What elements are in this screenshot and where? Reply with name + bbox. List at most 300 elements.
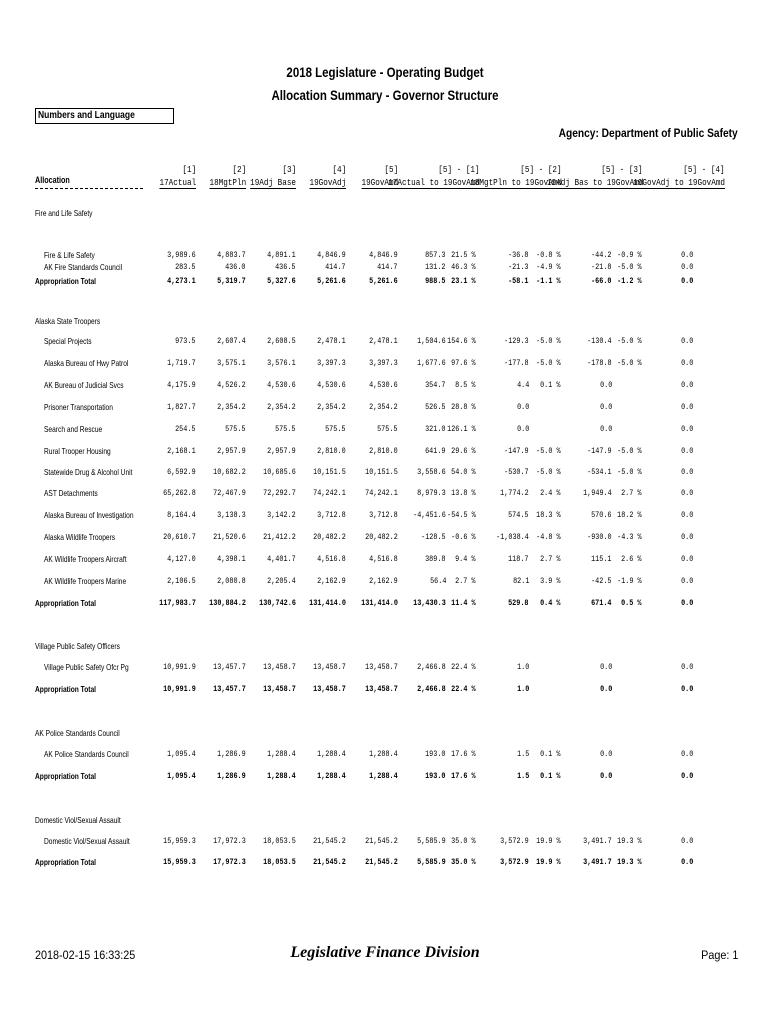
cell-value: 18,053.5 (263, 857, 296, 867)
row-label: AK Wildlife Troopers Aircraft (44, 554, 127, 564)
cell-value: 2,608.5 (267, 336, 296, 346)
cell-value: 526.5 (425, 402, 446, 412)
allocation-row (0, 380, 770, 392)
cell-value: 9.4 % (455, 554, 476, 564)
cell-value: 20,482.2 (365, 532, 398, 542)
allocation-row (0, 554, 770, 566)
cell-value: 72,292.7 (263, 488, 296, 498)
cell-value: -0.6 % (451, 532, 476, 542)
allocation-row (0, 336, 770, 348)
cell-value: 0.0 (680, 446, 693, 456)
cell-value: 3,712.8 (369, 510, 398, 520)
cell-value: 0.0 (680, 532, 693, 542)
cell-value: 21,545.2 (313, 857, 346, 867)
cell-value: 5,327.6 (267, 276, 296, 286)
cell-value: 2,106.5 (167, 576, 196, 586)
row-label: AK Police Standards Council (44, 749, 129, 759)
cell-value: 193.0 (425, 771, 446, 781)
cell-value: -5.0 % (617, 262, 642, 272)
cell-value: 54.0 % (451, 467, 476, 477)
column-name-header: 17Actual to 19GovAmd (388, 178, 480, 188)
cell-value: 973.5 (175, 336, 196, 346)
cell-value: 436.0 (225, 262, 246, 272)
column-number-header: [2] (232, 165, 246, 175)
cell-value: 8,979.3 (417, 488, 446, 498)
cell-value: 3,491.7 (583, 857, 612, 867)
allocation-column-header: Allocation (35, 175, 70, 185)
cell-value: 1,288.4 (267, 749, 296, 759)
row-label: Rural Trooper Housing (44, 446, 111, 456)
cell-value: 1,827.7 (167, 402, 196, 412)
cell-value: 436.5 (275, 262, 296, 272)
cell-value: 3,989.6 (167, 250, 196, 260)
cell-value: 389.8 (425, 554, 446, 564)
cell-value: 0.0 (516, 424, 529, 434)
cell-value: -4,451.6 (413, 510, 446, 520)
cell-value: 17,972.3 (213, 857, 246, 867)
cell-value: 1,288.4 (369, 771, 398, 781)
cell-value: 0.1 % (540, 771, 561, 781)
cell-value: 414.7 (325, 262, 346, 272)
cell-value: 1,719.7 (167, 358, 196, 368)
cell-value: 4.4 (516, 380, 529, 390)
cell-value: 2.7 % (540, 554, 561, 564)
cell-value: 0.0 (680, 250, 693, 260)
cell-value: 20,610.7 (163, 532, 196, 542)
cell-value: 3,138.3 (217, 510, 246, 520)
appropriation-total-row (0, 771, 770, 783)
row-label: Appropriation Total (35, 684, 97, 694)
cell-value: 115.1 (591, 554, 612, 564)
cell-value: 1,774.2 (500, 488, 529, 498)
cell-value: 13,457.7 (213, 684, 246, 694)
cell-value: -178.8 (587, 358, 612, 368)
cell-value: 1,288.4 (317, 771, 346, 781)
cell-value: 21,545.2 (365, 857, 398, 867)
cell-value: 4,530.6 (369, 380, 398, 390)
section-header (0, 208, 770, 220)
cell-value: 10,991.9 (163, 662, 196, 672)
cell-value: 4,846.9 (369, 250, 398, 260)
cell-value: 2,080.8 (217, 576, 246, 586)
column-name-header: 19Adj Base (250, 178, 296, 188)
cell-value: -21.8 (591, 262, 612, 272)
cell-value: 117,983.7 (159, 598, 196, 608)
cell-value: 857.3 (425, 250, 446, 260)
cell-value: 97.6 % (451, 358, 476, 368)
appropriation-total-row (0, 598, 770, 610)
allocation-row (0, 510, 770, 522)
cell-value: 13,458.7 (313, 684, 346, 694)
cell-value: 1,095.4 (167, 749, 196, 759)
row-label: Fire & Life Safety (44, 250, 95, 260)
section-header (0, 815, 770, 827)
cell-value: 1,288.4 (369, 749, 398, 759)
row-label: AK Fire Standards Council (44, 262, 123, 272)
cell-value: 65,262.8 (163, 488, 196, 498)
allocation-row (0, 424, 770, 436)
cell-value: 2,354.2 (217, 402, 246, 412)
cell-value: 2,168.1 (167, 446, 196, 456)
cell-value: -930.0 (587, 532, 612, 542)
row-label: Village Public Safety Ofcr Pg (44, 662, 129, 672)
cell-value: -4.3 % (617, 532, 642, 542)
cell-value: 3,491.7 (583, 836, 612, 846)
cell-value: 2.6 % (621, 554, 642, 564)
cell-value: 4,883.7 (217, 250, 246, 260)
cell-value: -1,038.4 (496, 532, 529, 542)
cell-value: 8,164.4 (167, 510, 196, 520)
cell-value: 4,401.7 (267, 554, 296, 564)
cell-value: 13,458.7 (263, 684, 296, 694)
cell-value: 13,458.7 (365, 684, 398, 694)
cell-value: 21.5 % (451, 250, 476, 260)
cell-value: 1,288.4 (267, 771, 296, 781)
cell-value: 1,286.9 (217, 771, 246, 781)
cell-value: 18.3 % (536, 510, 561, 520)
row-label: Alaska Bureau of Hwy Patrol (44, 358, 129, 368)
cell-value: 3,397.3 (369, 358, 398, 368)
cell-value: 2,810.0 (369, 446, 398, 456)
allocation-row (0, 446, 770, 458)
cell-value: -4.9 % (536, 262, 561, 272)
cell-value: 671.4 (591, 598, 612, 608)
cell-value: -44.2 (591, 250, 612, 260)
cell-value: 23.1 % (451, 276, 476, 286)
cell-value: -5.0 % (617, 336, 642, 346)
report-subtitle: Allocation Summary - Governor Structure (271, 87, 499, 103)
cell-value: 130,884.2 (209, 598, 246, 608)
cell-value: 3,575.1 (217, 358, 246, 368)
cell-value: 254.5 (175, 424, 196, 434)
cell-value: 0.0 (680, 424, 693, 434)
cell-value: 1.0 (516, 662, 529, 672)
cell-value: 3,142.2 (267, 510, 296, 520)
cell-value: 5,261.6 (369, 276, 398, 286)
cell-value: 10,151.5 (365, 467, 398, 477)
column-number-header: [4] (332, 165, 346, 175)
cell-value: -4.8 % (536, 532, 561, 542)
cell-value: 13,458.7 (313, 662, 346, 672)
cell-value: 0.0 (680, 836, 693, 846)
cell-value: 0.0 (599, 662, 612, 672)
cell-value: -36.8 (508, 250, 529, 260)
cell-value: 4,516.8 (317, 554, 346, 564)
cell-value: 0.0 (680, 510, 693, 520)
row-label: AST Detachments (44, 488, 98, 498)
row-label: Appropriation Total (35, 857, 97, 867)
cell-value: -58.1 (508, 276, 529, 286)
cell-value: 22.4 % (451, 662, 476, 672)
cell-value: -66.0 (591, 276, 612, 286)
cell-value: 4,530.6 (267, 380, 296, 390)
cell-value: 414.7 (377, 262, 398, 272)
cell-value: -129.3 (504, 336, 529, 346)
row-label: Appropriation Total (35, 771, 97, 781)
cell-value: 2,162.9 (317, 576, 346, 586)
cell-value: 154.6 % (447, 336, 476, 346)
cell-value: -0.9 % (617, 250, 642, 260)
cell-value: -530.7 (504, 467, 529, 477)
cell-value: 0.0 (599, 380, 612, 390)
cell-value: 4,175.9 (167, 380, 196, 390)
cell-value: 4,891.1 (267, 250, 296, 260)
cell-value: -1.2 % (617, 276, 642, 286)
cell-value: 0.0 (599, 749, 612, 759)
cell-value: 19.9 % (536, 836, 561, 846)
cell-value: 3,397.3 (317, 358, 346, 368)
cell-value: 2.7 % (621, 488, 642, 498)
cell-value: 0.1 % (540, 749, 561, 759)
column-name-header: 19GovAdj (309, 178, 346, 188)
cell-value: 0.0 (680, 262, 693, 272)
cell-value: 131,414.0 (361, 598, 398, 608)
cell-value: -5.0 % (536, 467, 561, 477)
report-title: 2018 Legislature - Operating Budget (286, 64, 484, 80)
cell-value: 0.4 % (540, 598, 561, 608)
cell-value: 2,354.2 (369, 402, 398, 412)
cell-value: 1,504.6 (417, 336, 446, 346)
cell-value: 0.5 % (621, 598, 642, 608)
cell-value: 193.0 (425, 749, 446, 759)
cell-value: 0.0 (680, 857, 693, 867)
column-name-header: 19GovAmd (361, 178, 398, 188)
cell-value: 19.3 % (617, 836, 642, 846)
row-label: Special Projects (44, 336, 92, 346)
cell-value: 6,592.9 (167, 467, 196, 477)
cell-value: 529.8 (508, 598, 529, 608)
cell-value: 0.0 (680, 749, 693, 759)
cell-value: -5.0 % (536, 446, 561, 456)
cell-value: 1,095.4 (167, 771, 196, 781)
cell-value: -177.8 (504, 358, 529, 368)
appropriation-total-row (0, 684, 770, 696)
cell-value: 4,846.9 (317, 250, 346, 260)
cell-value: 3.9 % (540, 576, 561, 586)
column-number-header: [5] - [3] (601, 165, 643, 175)
cell-value: 72,467.9 (213, 488, 246, 498)
allocation-row (0, 402, 770, 414)
cell-value: 13,458.7 (365, 662, 398, 672)
cell-value: 575.5 (377, 424, 398, 434)
allocation-row (0, 576, 770, 588)
cell-value: 74,242.1 (365, 488, 398, 498)
cell-value: -5.0 % (617, 358, 642, 368)
cell-value: 1,288.4 (317, 749, 346, 759)
row-label: Appropriation Total (35, 598, 97, 608)
section-header (0, 316, 770, 328)
cell-value: 1.0 (516, 684, 529, 694)
cell-value: 2,354.2 (267, 402, 296, 412)
cell-value: 13.8 % (451, 488, 476, 498)
column-number-header: [5] - [2] (520, 165, 562, 175)
cell-value: 5,585.9 (417, 836, 446, 846)
cell-value: 2,466.8 (417, 662, 446, 672)
cell-value: 0.0 (680, 554, 693, 564)
column-number-header: [1] (182, 165, 196, 175)
cell-value: 0.0 (599, 424, 612, 434)
cell-value: 17,972.3 (213, 836, 246, 846)
cell-value: 10,682.2 (213, 467, 246, 477)
cell-value: 21,545.2 (313, 836, 346, 846)
cell-value: -130.4 (587, 336, 612, 346)
section-label: AK Police Standards Council (35, 728, 120, 738)
cell-value: 4,398.1 (217, 554, 246, 564)
cell-value: 641.9 (425, 446, 446, 456)
cell-value: -5.0 % (536, 358, 561, 368)
cell-value: 0.1 % (540, 380, 561, 390)
cell-value: 283.5 (175, 262, 196, 272)
cell-value: 0.0 (680, 402, 693, 412)
cell-value: 354.7 (425, 380, 446, 390)
cell-value: 574.5 (508, 510, 529, 520)
cell-value: 11.4 % (451, 598, 476, 608)
cell-value: 17.6 % (451, 749, 476, 759)
cell-value: 21,520.6 (213, 532, 246, 542)
row-label: Statewide Drug & Alcohol Unit (44, 467, 133, 477)
cell-value: 0.0 (680, 488, 693, 498)
cell-value: -5.0 % (617, 467, 642, 477)
cell-value: 2,478.1 (317, 336, 346, 346)
cell-value: 0.0 (680, 467, 693, 477)
section-label: Alaska State Troopers (35, 316, 101, 326)
cell-value: 2,957.9 (267, 446, 296, 456)
cell-value: -54.5 % (447, 510, 476, 520)
cell-value: 130,742.6 (259, 598, 296, 608)
cell-value: 4,127.0 (167, 554, 196, 564)
allocation-row (0, 532, 770, 544)
cell-value: 82.1 (512, 576, 529, 586)
cell-value: 4,530.6 (317, 380, 346, 390)
column-name-header: 18MgtPln (209, 178, 246, 188)
cell-value: 2,162.9 (369, 576, 398, 586)
allocation-row (0, 488, 770, 500)
column-name-header: 19GovAdj to 19GovAmd (633, 178, 725, 188)
column-name-header: 18MgtPln to 19GovAmd (470, 178, 562, 188)
row-label: Domestic Viol/Sexual Assault (44, 836, 130, 846)
row-label: AK Wildlife Troopers Marine (44, 576, 127, 586)
cell-value: -1.1 % (536, 276, 561, 286)
cell-value: 0.0 (680, 358, 693, 368)
cell-value: 126.1 % (447, 424, 476, 434)
cell-value: -1.9 % (617, 576, 642, 586)
cell-value: 21,412.2 (263, 532, 296, 542)
section-label: Fire and Life Safety (35, 208, 93, 218)
section-header (0, 728, 770, 740)
cell-value: 28.8 % (451, 402, 476, 412)
cell-value: 5,261.6 (317, 276, 346, 286)
cell-value: 35.0 % (451, 857, 476, 867)
cell-value: 13,458.7 (263, 662, 296, 672)
column-number-header: [5] - [1] (438, 165, 480, 175)
cell-value: 3,576.1 (267, 358, 296, 368)
cell-value: 2.7 % (455, 576, 476, 586)
column-number-header: [3] (282, 165, 296, 175)
cell-value: 0.0 (680, 598, 693, 608)
allocation-row (0, 749, 770, 761)
cell-value: 20,482.2 (313, 532, 346, 542)
cell-value: -5.0 % (617, 446, 642, 456)
cell-value: -128.5 (421, 532, 446, 542)
cell-value: -147.9 (504, 446, 529, 456)
cell-value: 0.0 (680, 576, 693, 586)
section-label: Village Public Safety Officers (35, 641, 120, 651)
cell-value: 3,712.8 (317, 510, 346, 520)
row-label: Prisoner Transportation (44, 402, 113, 412)
cell-value: 21,545.2 (365, 836, 398, 846)
row-label: Appropriation Total (35, 276, 97, 286)
cell-value: 10,991.9 (163, 684, 196, 694)
cell-value: 1.5 (516, 771, 529, 781)
column-name-header: 17Actual (159, 178, 196, 188)
cell-value: 1,677.6 (417, 358, 446, 368)
appropriation-total-row (0, 276, 770, 288)
cell-value: 2,607.4 (217, 336, 246, 346)
cell-value: 2,354.2 (317, 402, 346, 412)
cell-value: 131,414.0 (309, 598, 346, 608)
cell-value: -42.5 (591, 576, 612, 586)
allocation-row (0, 262, 770, 274)
allocation-row (0, 467, 770, 479)
cell-value: 0.0 (680, 684, 693, 694)
row-label: Search and Rescue (44, 424, 103, 434)
cell-value: 2,205.4 (267, 576, 296, 586)
cell-value: 575.5 (275, 424, 296, 434)
allocation-row (0, 662, 770, 674)
cell-value: 15,959.3 (163, 836, 196, 846)
cell-value: 575.5 (325, 424, 346, 434)
cell-value: 10,685.6 (263, 467, 296, 477)
cell-value: 1,949.4 (583, 488, 612, 498)
cell-value: 575.5 (225, 424, 246, 434)
footer-division: Legislative Finance Division (290, 944, 480, 961)
cell-value: 15,959.3 (163, 857, 196, 867)
cell-value: 10,151.5 (313, 467, 346, 477)
cell-value: -147.9 (587, 446, 612, 456)
cell-value: 0.0 (680, 276, 693, 286)
cell-value: 18.2 % (617, 510, 642, 520)
numbers-language-box (35, 108, 174, 124)
cell-value: 35.0 % (451, 836, 476, 846)
allocation-row (0, 358, 770, 370)
numbers-language-label: Numbers and Language (38, 110, 135, 121)
appropriation-total-row (0, 857, 770, 869)
allocation-header-underline (35, 188, 143, 189)
allocation-row (0, 836, 770, 848)
cell-value: 131.2 (425, 262, 446, 272)
cell-value: -0.8 % (536, 250, 561, 260)
row-label: AK Bureau of Judicial Svcs (44, 380, 124, 390)
cell-value: 1,286.9 (217, 749, 246, 759)
row-label: Alaska Bureau of Investigation (44, 510, 134, 520)
cell-value: 0.0 (516, 402, 529, 412)
cell-value: 0.0 (599, 402, 612, 412)
footer-datetime: 2018-02-15 16:33:25 (35, 948, 136, 962)
column-number-header: [5] - [4] (683, 165, 725, 175)
cell-value: 2.4 % (540, 488, 561, 498)
agency-label: Agency: Department of Public Safety (558, 126, 738, 140)
cell-value: -534.1 (587, 467, 612, 477)
cell-value: 22.4 % (451, 684, 476, 694)
cell-value: 2,810.0 (317, 446, 346, 456)
cell-value: 3,572.9 (500, 836, 529, 846)
cell-value: 0.0 (599, 684, 612, 694)
section-label: Domestic Viol/Sexual Assault (35, 815, 121, 825)
column-name-header: 19Adj Bas to 19GovAmd (546, 178, 643, 188)
cell-value: 3,572.9 (500, 857, 529, 867)
cell-value: 56.4 (429, 576, 446, 586)
cell-value: 4,516.8 (369, 554, 398, 564)
